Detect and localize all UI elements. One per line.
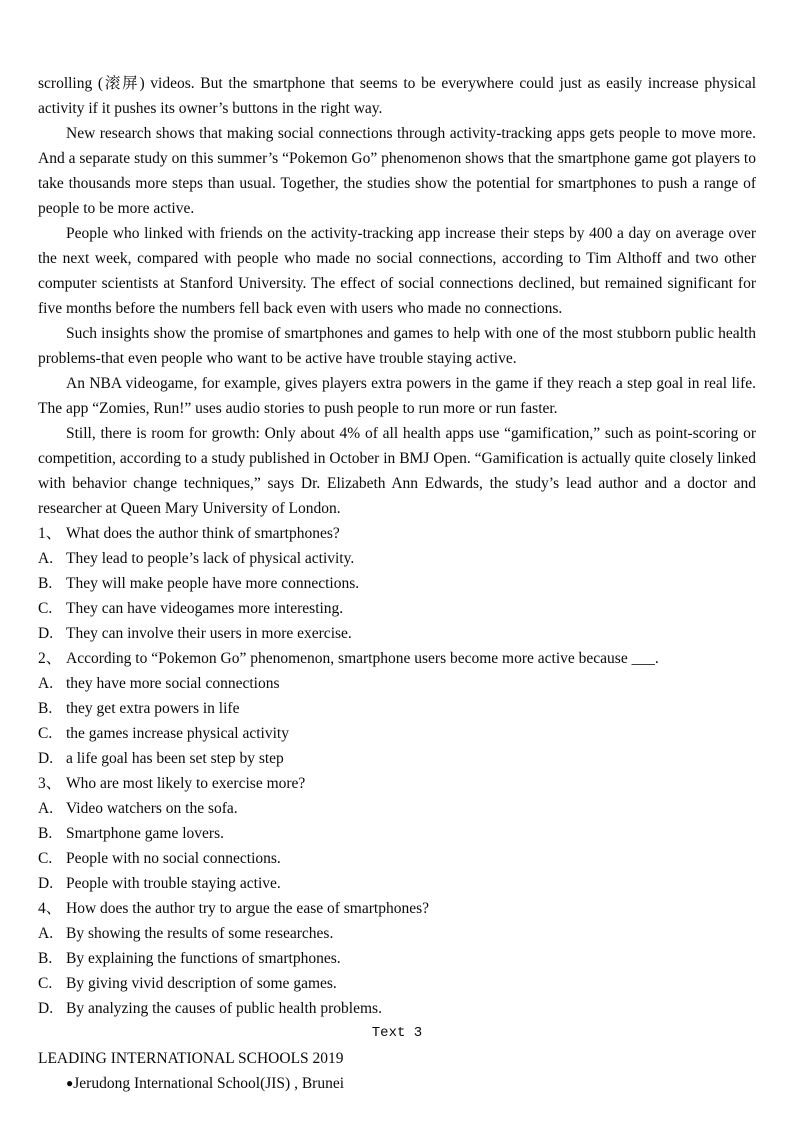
- option-d: [38, 996, 756, 1021]
- option-c: [38, 846, 756, 871]
- option-text: By analyzing the causes of public health problems.: [66, 1000, 382, 1017]
- question-text: Who are most likely to exercise more?: [66, 775, 306, 792]
- option-b: [38, 571, 756, 596]
- option-text: People with trouble staying active.: [66, 875, 281, 892]
- passage-paragraph: People who linked with friends on the activity-tracking app increase their steps by 400 a day on average over the next week, compared with people who made no social connections, according to Tim Althoff and two other computer scientists at Stanford University. The effect of social connections declined, but remained significant for five months before the numbers fell back even with users who made no connections.: [38, 225, 756, 317]
- option-text: They can involve their users in more exercise.: [66, 625, 352, 642]
- option-label: B.: [38, 950, 53, 967]
- option-c: [38, 596, 756, 621]
- question-number: 3、: [38, 775, 62, 792]
- option-label: B.: [38, 700, 53, 717]
- option-c: [38, 721, 756, 746]
- option-text: By explaining the functions of smartphones.: [66, 950, 341, 967]
- option-text: They lead to people’s lack of physical activity.: [66, 550, 355, 567]
- option-d: [38, 746, 756, 771]
- option-label: D.: [38, 750, 54, 767]
- option-label: C.: [38, 600, 53, 617]
- option-b: [38, 946, 756, 971]
- question-1: [38, 521, 756, 646]
- option-d: [38, 621, 756, 646]
- school-list-item: [38, 1071, 756, 1096]
- question-2: [38, 646, 756, 771]
- question-number: 4、: [38, 900, 62, 917]
- option-label: B.: [38, 575, 53, 592]
- option-text: the games increase physical activity: [66, 725, 289, 742]
- option-label: C.: [38, 850, 53, 867]
- option-text: they get extra powers in life: [66, 700, 240, 717]
- passage-paragraph: New research shows that making social connections through activity-tracking apps gets people to move more. And a separate study on this summer’s “Pokemon Go” phenomenon shows that the smartphone game got players to take thousands more steps than usual. Together, the studies show the potential for smartphones to push a range of people to be more active.: [38, 125, 756, 217]
- passage-paragraph: Such insights show the promise of smartphones and games to help with one of the most stubborn public health problems-that even people who want to be active have trouble staying active.: [38, 325, 756, 367]
- option-text: By showing the results of some researches.: [66, 925, 334, 942]
- schools-heading: LEADING INTERNATIONAL SCHOOLS 2019: [38, 1050, 344, 1067]
- option-label: A.: [38, 925, 54, 942]
- question-text: What does the author think of smartphones?: [66, 525, 340, 542]
- question-text: How does the author try to argue the ease of smartphones?: [66, 900, 429, 917]
- option-b: [38, 821, 756, 846]
- question-stem: [38, 521, 756, 546]
- option-label: D.: [38, 1000, 54, 1017]
- question-stem: [38, 896, 756, 921]
- option-text: People with no social connections.: [66, 850, 281, 867]
- option-label: C.: [38, 975, 53, 992]
- option-text: a life goal has been set step by step: [66, 750, 284, 767]
- option-b: [38, 696, 756, 721]
- question-text: According to “Pokemon Go” phenomenon, smartphone users become more active because ___.: [66, 650, 659, 667]
- option-label: A.: [38, 800, 54, 817]
- option-d: [38, 871, 756, 896]
- passage-paragraph: An NBA videogame, for example, gives players extra powers in the game if they reach a step goal in real life. The app “Zomies, Run!” uses audio stories to push people to run more or run faster.: [38, 375, 756, 417]
- option-a: [38, 921, 756, 946]
- option-text: They will make people have more connections.: [66, 575, 360, 592]
- option-label: D.: [38, 625, 54, 642]
- question-4: [38, 896, 756, 1021]
- question-3: [38, 771, 756, 896]
- passage-paragraph: scrolling (滚屏) videos. But the smartphone that seems to be everywhere could just as easily increase physical activity if it pushes its owner’s buttons in the right way.: [38, 75, 756, 117]
- reading-passage: [38, 71, 756, 521]
- option-label: A.: [38, 550, 54, 567]
- option-a: [38, 796, 756, 821]
- option-c: [38, 971, 756, 996]
- option-a: [38, 546, 756, 571]
- option-text: They can have videogames more interesting.: [66, 600, 344, 617]
- option-text: By giving vivid description of some games.: [66, 975, 337, 992]
- question-stem: [38, 771, 756, 796]
- option-label: C.: [38, 725, 53, 742]
- question-number: 1、: [38, 525, 62, 542]
- option-text: Smartphone game lovers.: [66, 825, 224, 842]
- school-name: Jerudong International School(JIS) , Brunei: [73, 1075, 345, 1092]
- option-a: [38, 671, 756, 696]
- option-label: D.: [38, 875, 54, 892]
- option-label: A.: [38, 675, 54, 692]
- option-text: Video watchers on the sofa.: [66, 800, 238, 817]
- passage-paragraph: Still, there is room for growth: Only about 4% of all health apps use “gamification,” such as point-scoring or competition, according to a study published in October in BMJ Open. “Gamification is actually quite closely linked with behavior change techniques,” says Dr. Elizabeth Ann Edwards, the study’s lead author and a doctor and researcher at Queen Mary University of London.: [38, 425, 756, 517]
- option-text: they have more social connections: [66, 675, 280, 692]
- question-stem: [38, 646, 756, 671]
- section-label: Text 3: [371, 1025, 423, 1041]
- option-label: B.: [38, 825, 53, 842]
- question-number: 2、: [38, 650, 62, 667]
- questions-section: [38, 521, 756, 1021]
- bullet-icon: ●: [66, 1076, 74, 1090]
